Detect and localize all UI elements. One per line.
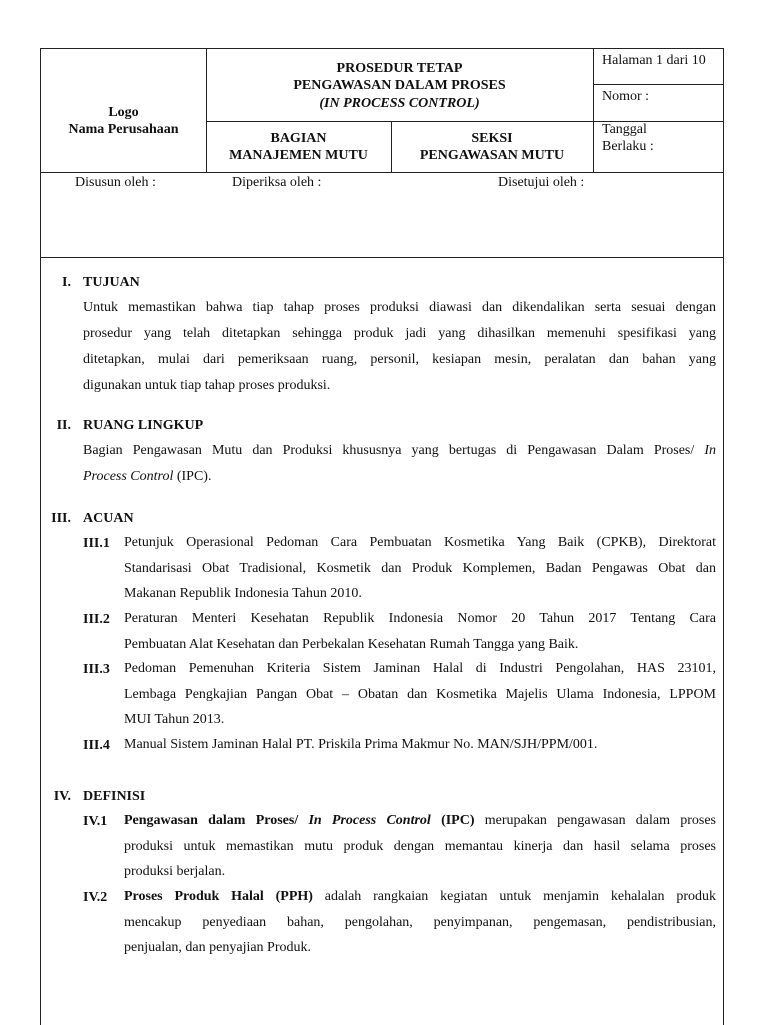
body-line: produksi berjalan. (124, 864, 226, 879)
section-number: III. (51, 511, 71, 526)
item-number: III.3 (83, 662, 110, 677)
item-number: III.1 (83, 536, 110, 551)
item-number: IV.2 (83, 890, 108, 905)
body-line: MUI Tahun 2013. (124, 712, 225, 727)
section-title: TUJUAN (83, 275, 140, 290)
item-text (124, 732, 716, 758)
body-line: prosedur yang telah ditetapkan sehingga produk jadi yang dihasilkan memenuhi spesifikasi yang (83, 326, 716, 341)
body-line: Pedoman Pemenuhan Kriteria Sistem Jaminan Halal di Industri Pengolahan, HAS 23101, (124, 661, 716, 676)
effective-date-line2: Berlaku : (602, 139, 654, 154)
body-text: merupakan pengawasan dalam proses (484, 813, 717, 828)
doc-title-line1: PROSEDUR TETAP (336, 61, 463, 76)
doc-title-line2: PENGAWASAN DALAM PROSES (293, 78, 506, 93)
item-text (124, 606, 716, 657)
checked-by-label: Diperiksa oleh : (232, 175, 322, 190)
item-number: IV.1 (83, 814, 108, 829)
section-title: DEFINISI (83, 789, 146, 804)
section-title: RUANG LINGKUP (83, 418, 204, 433)
defined-term: Proses Produk Halal (PPH) (124, 889, 313, 904)
body-line: Lembaga Pengkajian Pangan Obat – Obatan dan Kosmetika Majelis Ulama Indonesia, LPPOM (124, 686, 716, 702)
section-line2: PENGAWASAN MUTU (419, 148, 565, 163)
doc-title-line3: (IN PROCESS CONTROL) (319, 96, 480, 111)
header-divider (593, 84, 723, 85)
section-title: ACUAN (83, 511, 134, 526)
header-divider (593, 49, 594, 172)
body-line: Untuk memastikan bahwa tiap tahap proses produksi diawasi dan dikendalikan serta sesuai dengan (83, 300, 716, 315)
section-line1: SEKSI (471, 131, 513, 146)
body-text-italic: In (704, 443, 716, 458)
approved-by-label: Disetujui oleh : (498, 175, 585, 190)
item-number: III.4 (83, 738, 110, 753)
body-line (124, 884, 716, 910)
body-text: (IPC). (176, 469, 212, 484)
section-number: II. (56, 418, 71, 433)
item-text (124, 530, 716, 607)
item-text (124, 884, 716, 961)
company-name: Nama Perusahaan (68, 122, 179, 137)
section-body (83, 295, 716, 399)
body-line: produksi untuk memastikan mutu produk dengan memantau kinerja dan hasil selama proses (124, 838, 716, 854)
header-divider (41, 172, 723, 173)
document-page (40, 48, 724, 1025)
body-text: Bagian Pengawasan Mutu dan Produksi khususnya yang bertugas di Pengawasan Dalam Proses/ (83, 443, 695, 458)
effective-date-line1: Tanggal (602, 122, 647, 137)
body-line: ditetapkan, mulai dari pemeriksaan ruang, personil, kesiapan mesin, peralatan dan bahan yang (83, 352, 716, 367)
page-indicator: Halaman 1 dari 10 (602, 53, 706, 68)
body-line (83, 464, 716, 490)
logo-label: Logo (108, 105, 139, 120)
body-line: Petunjuk Operasional Pedoman Cara Pembuatan Kosmetika Yang Baik (CPKB), Direktorat (124, 535, 716, 550)
defined-term-italic: In Process Control (308, 813, 431, 828)
body-line: digunakan untuk tiap tahap proses produksi. (83, 378, 331, 393)
body-line (83, 438, 716, 464)
item-number: III.2 (83, 612, 110, 627)
section-body (83, 438, 716, 490)
body-line: Makanan Republik Indonesia Tahun 2010. (124, 586, 362, 601)
department-line1: BAGIAN (270, 131, 327, 146)
section-number: I. (62, 275, 71, 290)
body-line: Pembuatan Alat Kesehatan dan Perbekalan Kesehatan Rumah Tangga yang Baik. (124, 636, 579, 652)
body-line: mencakup penyediaan bahan, pengolahan, penyimpanan, pengemasan, pendistribusian, (124, 914, 716, 930)
document-number: Nomor : (602, 89, 650, 104)
section-number: IV. (53, 789, 71, 804)
body-text: adalah rangkaian kegiatan untuk menjamin kehalalan produk (324, 889, 716, 904)
item-text (124, 656, 716, 733)
body-line: Manual Sistem Jaminan Halal PT. Priskila Prima Makmur No. MAN/SJH/PPM/001. (124, 737, 598, 752)
body-line: penjualan, dan penyajian Produk. (124, 940, 312, 955)
body-line: Peraturan Menteri Kesehatan Republik Indonesia Nomor 20 Tahun 2017 Tentang Cara (124, 611, 716, 626)
prepared-by-label: Disusun oleh : (75, 175, 156, 190)
body-line: Standarisasi Obat Tradisional, Kosmetik dan Produk Komplemen, Badan Pengawas Obat dan (124, 560, 716, 576)
department-line2: MANAJEMEN MUTU (229, 148, 368, 163)
item-text (124, 808, 716, 885)
signature-divider (41, 257, 723, 258)
defined-term: (IPC) (441, 813, 475, 828)
body-text-italic: Process Control (83, 469, 174, 484)
defined-term: Pengawasan dalam Proses/ (124, 813, 299, 828)
body-line (124, 808, 716, 834)
